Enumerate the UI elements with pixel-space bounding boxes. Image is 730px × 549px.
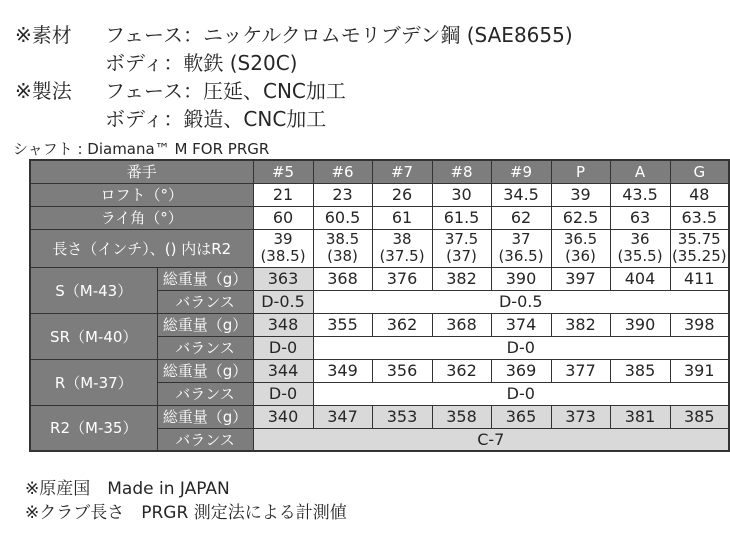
weight-value-cell: 344 [253,359,313,382]
weight-value-cell: 397 [551,267,610,290]
weight-value-cell: 353 [372,405,432,428]
weight-label-cell: 総重量（g） [157,267,253,290]
length-value-cell [610,229,670,267]
length-main-value: 39 [273,230,293,249]
length-main-value: 38.5 [325,230,360,249]
balance-first-cell: D-0 [253,382,313,405]
length-sub-value: (36) [565,247,596,265]
length-value-cell [313,229,372,267]
material-body-text: ボディ：軟鉄 (S20C) [105,51,298,75]
value-cell: 61 [372,206,432,229]
balance-first-cell: D-0.5 [253,290,313,313]
value-cell: 63 [610,206,670,229]
notes-block [25,477,347,525]
weight-value-cell: 398 [670,313,729,336]
club-column-header: #7 [372,160,432,183]
length-sub-value: (35.5) [617,247,663,265]
value-cell: 21 [253,183,313,206]
balance-label-cell: バランス [157,290,253,313]
club-column-header: #8 [432,160,491,183]
weight-value-cell: 390 [491,267,551,290]
material-face-text: フェース：ニッケルクロムモリブデン鋼 (SAE8655) [105,23,573,47]
weight-value-cell: 376 [372,267,432,290]
weight-value-cell: 368 [313,267,372,290]
weight-value-cell: 355 [313,313,372,336]
length-main-value: 35.75 [677,230,721,249]
length-value-cell [551,229,610,267]
club-column-header: #9 [491,160,551,183]
method-face-line [15,77,573,105]
weight-label-cell: 総重量（g） [157,405,253,428]
material-face-line [15,21,573,49]
club-column-header: A [610,160,670,183]
method-label-spacer [15,105,105,133]
weight-label-cell: 総重量（g） [157,359,253,382]
weight-value-cell: 382 [551,313,610,336]
club-column-header: P [551,160,610,183]
shaft-line: シャフト : Diamana™ M FOR PRGR [13,140,270,158]
weight-value-cell: 363 [253,267,313,290]
balance-rest-cell: D-0 [313,382,729,405]
weight-value-cell: 365 [491,405,551,428]
flex-weight-row [30,267,729,290]
weight-value-cell: 385 [610,359,670,382]
material-label-spacer [15,49,105,77]
weight-value-cell: 374 [491,313,551,336]
length-sub-value: (37.5) [379,247,425,265]
value-cell: 43.5 [610,183,670,206]
weight-label-cell: 総重量（g） [157,313,253,336]
weight-value-cell: 358 [432,405,491,428]
flex-group-label-cell: SR（M-40） [30,313,157,359]
weight-value-cell: 381 [610,405,670,428]
balance-first-cell: D-0 [253,336,313,359]
value-cell: 34.5 [491,183,551,206]
value-cell: 30 [432,183,491,206]
length-sub-value: (36.5) [498,247,544,265]
length-main-value: 37.5 [444,230,479,249]
flex-weight-row [30,313,729,336]
table-header-row [30,160,729,183]
weight-value-cell: 347 [313,405,372,428]
spec-table [29,159,730,452]
length-sub-value: (35.25) [671,247,727,265]
length-main-value: 38 [392,230,412,249]
value-cell: 62 [491,206,551,229]
weight-value-cell: 340 [253,405,313,428]
weight-value-cell: 385 [670,405,729,428]
row-label-cell: ライ角（°） [30,206,253,229]
weight-value-cell: 382 [432,267,491,290]
method-body-line [15,105,573,133]
weight-value-cell: 411 [670,267,729,290]
value-cell: 63.5 [670,206,729,229]
club-column-header: G [670,160,729,183]
length-sub-value: (38) [327,247,358,265]
material-label: ※素材 [15,23,72,47]
lie-row [30,206,729,229]
weight-value-cell: 362 [372,313,432,336]
weight-value-cell: 368 [432,313,491,336]
value-cell: 60.5 [313,206,372,229]
length-main-value: 37 [511,230,531,249]
loft-row [30,183,729,206]
value-cell: 60 [253,206,313,229]
length-row [30,229,729,267]
method-face-text: フェース：圧延、CNC加工 [105,79,346,103]
method-body-text: ボディ：鍛造、CNC加工 [105,107,327,131]
flex-group-label-cell: R（M-37） [30,359,157,405]
origin-note: ※原産国 Made in JAPAN [25,479,230,499]
weight-value-cell: 362 [432,359,491,382]
length-main-value: 36 [630,230,650,249]
weight-value-cell: 348 [253,313,313,336]
length-value-cell [491,229,551,267]
weight-value-cell: 391 [670,359,729,382]
value-cell: 62.5 [551,206,610,229]
length-main-value: 36.5 [563,230,598,249]
flex-group-label-cell: S（M-43） [30,267,157,313]
length-sub-value: (38.5) [260,247,306,265]
weight-value-cell: 369 [491,359,551,382]
weight-value-cell: 356 [372,359,432,382]
material-body-line [15,49,573,77]
method-label: ※製法 [15,79,72,103]
club-length-note: ※クラブ長さ PRGR 測定法による計測値 [25,503,347,523]
length-value-cell [670,229,729,267]
club-column-header: #5 [253,160,313,183]
value-cell: 48 [670,183,729,206]
balance-rest-cell: D-0 [313,336,729,359]
row-label-cell: ロフト（°） [30,183,253,206]
length-value-cell [432,229,491,267]
balance-merged-cell: C-7 [253,428,729,451]
flex-weight-row [30,405,729,428]
weight-value-cell: 390 [610,313,670,336]
corner-header-cell: 番手 [30,160,253,183]
weight-value-cell: 404 [610,267,670,290]
length-sub-value: (37) [446,247,477,265]
balance-label-cell: バランス [157,382,253,405]
weight-value-cell: 377 [551,359,610,382]
row-label-cell: 長さ（インチ）、() 内はR2 [30,229,253,267]
length-value-cell [372,229,432,267]
value-cell: 61.5 [432,206,491,229]
balance-rest-cell: D-0.5 [313,290,729,313]
weight-value-cell: 373 [551,405,610,428]
length-value-cell [253,229,313,267]
value-cell: 26 [372,183,432,206]
value-cell: 23 [313,183,372,206]
spec-text-block [15,21,573,133]
balance-label-cell: バランス [157,428,253,451]
weight-value-cell: 349 [313,359,372,382]
balance-label-cell: バランス [157,336,253,359]
flex-weight-row [30,359,729,382]
club-column-header: #6 [313,160,372,183]
value-cell: 39 [551,183,610,206]
flex-group-label-cell: R2（M-35） [30,405,157,451]
